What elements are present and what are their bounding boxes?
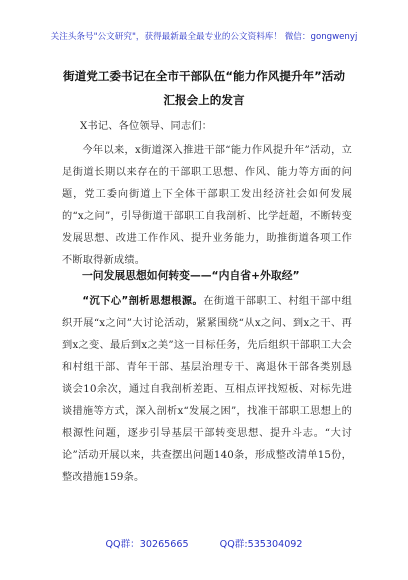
- paragraph-body: 在街道干部职工、村组干部中组织开展“x之问”大讨论活动，紧紧围绕“从x之问、到x之干、再到x之变、最后到x之美”这一目标任务，先后组织干部职工大会和村组干部、青年干部、基层治理专干、离退休干部各类别恳谈会10余次，通过自我剖析差距、互相点评找短板、对标先进谈措施等方式，深入剖析x“发展之困”，找准干部职工思想上的根源性问题，逐步引导基层干部转变思想、提升斗志。“大讨论”活动开展以来，共查摆出问题140条，形成整改清单15份，整改措施159条。: [62, 296, 352, 483]
- promo-banner: 关注头条号"公文研究"，获得最新最全最专业的公文资料库！ 微信：gongwenyj: [50, 32, 358, 42]
- footer-qq-group-1: QQ群：30265665: [105, 539, 189, 550]
- footer-qq-group-2: QQ群:535304092: [219, 539, 303, 550]
- section-heading: 一问发展思想如何转变——“内自省+外取经”: [82, 269, 300, 282]
- footer-contact: [0, 536, 408, 550]
- salutation: X书记、各位领导、同志们：: [80, 121, 213, 132]
- paragraph-intro: 今年以来，x街道深入推进干部“能力作风提升年”活动，立足街道长期以来存在的干部职工思想、作风、能力等方面的问题，党工委向街道上下全体干部职工发出经济社会如何发展的“x之问”，引导街道干部职工自我剖析、比学赶超，不断转变发展思想、改进工作作风、提升业务能力，助推街道各项工作不断取得新成绩。: [62, 145, 352, 266]
- paragraph-lead: “沉下心”剖析思想根源。: [82, 296, 204, 307]
- document-title-line1: 街道党工委书记在全市干部队伍“能力作风提升年”活动: [63, 69, 345, 83]
- document-title-line2: 汇报会上的发言: [163, 93, 245, 107]
- paragraph-section1: [62, 291, 352, 489]
